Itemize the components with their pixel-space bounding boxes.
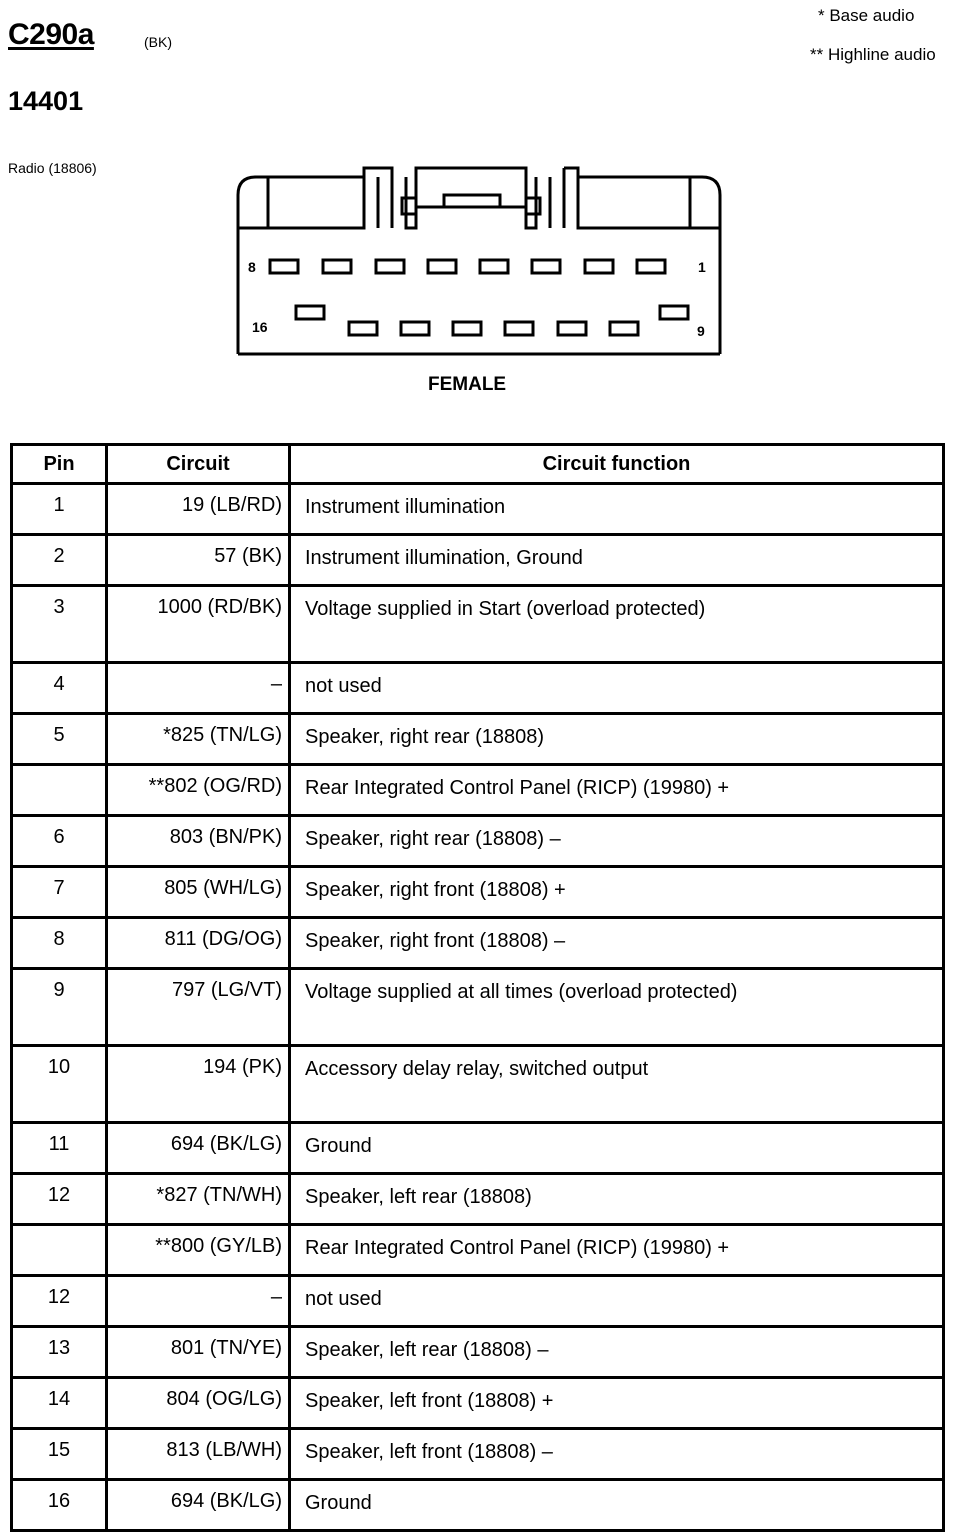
cell-circuit: 801 (TN/YE) xyxy=(107,1327,290,1378)
cell-function: not used xyxy=(290,1276,944,1327)
table-row xyxy=(12,867,944,918)
cell-circuit: 805 (WH/LG) xyxy=(107,867,290,918)
table-row xyxy=(12,714,944,765)
table-row xyxy=(12,969,944,1046)
cell-function: Speaker, left rear (18808) – xyxy=(290,1327,944,1378)
pin-cavity-2 xyxy=(585,260,613,273)
pin-cavity-3 xyxy=(532,260,560,273)
header-circuit: Circuit xyxy=(107,445,290,484)
cell-pin: 6 xyxy=(12,816,107,867)
locking-tab xyxy=(364,168,578,228)
cell-circuit: 803 (BN/PK) xyxy=(107,816,290,867)
cell-pin: 5 xyxy=(12,714,107,765)
table-row xyxy=(12,1429,944,1480)
table-row xyxy=(12,1225,944,1276)
cell-circuit: 57 (BK) xyxy=(107,535,290,586)
pin-cavity-9 xyxy=(660,306,688,319)
cell-circuit: 19 (LB/RD) xyxy=(107,484,290,535)
cell-function: Speaker, left front (18808) – xyxy=(290,1429,944,1480)
pinout-table xyxy=(10,443,945,1532)
cell-circuit: **802 (OG/RD) xyxy=(107,765,290,816)
cell-circuit: *827 (TN/WH) xyxy=(107,1174,290,1225)
cell-function: Speaker, right rear (18808) xyxy=(290,714,944,765)
cell-function: Instrument illumination, Ground xyxy=(290,535,944,586)
pin-cavity-6 xyxy=(376,260,404,273)
table-row xyxy=(12,535,944,586)
cell-pin: 9 xyxy=(12,969,107,1046)
header-function: Circuit function xyxy=(290,445,944,484)
cell-pin: 14 xyxy=(12,1378,107,1429)
table-row xyxy=(12,663,944,714)
connector-face-diagram xyxy=(0,0,973,420)
table-row xyxy=(12,1327,944,1378)
part-number: 14401 xyxy=(8,86,84,116)
pin-label-16: 16 xyxy=(252,319,268,335)
cell-circuit: 804 (OG/LG) xyxy=(107,1378,290,1429)
pin-label-9: 9 xyxy=(697,323,705,339)
table-row xyxy=(12,1276,944,1327)
table-row xyxy=(12,484,944,535)
cell-pin: 15 xyxy=(12,1429,107,1480)
pin-cavity-15 xyxy=(349,322,377,335)
connector-view-label: FEMALE xyxy=(428,374,507,395)
cell-circuit: 1000 (RD/BK) xyxy=(107,586,290,663)
legend-highline-audio: ** Highline audio xyxy=(810,45,936,64)
pin-cavity-10 xyxy=(610,322,638,335)
table-row xyxy=(12,1174,944,1225)
pin-cavity-5 xyxy=(428,260,456,273)
cell-pin: 11 xyxy=(12,1123,107,1174)
table-row xyxy=(12,1046,944,1123)
header-pin: Pin xyxy=(12,445,107,484)
pinout-body xyxy=(12,484,944,1531)
pin-cavity-13 xyxy=(453,322,481,335)
cell-function: Instrument illumination xyxy=(290,484,944,535)
cell-function: Speaker, right front (18808) + xyxy=(290,867,944,918)
cell-pin xyxy=(12,1225,107,1276)
table-row xyxy=(12,586,944,663)
table-row xyxy=(12,816,944,867)
cell-pin: 8 xyxy=(12,918,107,969)
pin-cavity-11 xyxy=(558,322,586,335)
cell-circuit: 813 (LB/WH) xyxy=(107,1429,290,1480)
cell-pin: 3 xyxy=(12,586,107,663)
cell-circuit: – xyxy=(107,1276,290,1327)
cell-pin: 16 xyxy=(12,1480,107,1531)
cell-circuit: – xyxy=(107,663,290,714)
cell-function: Voltage supplied in Start (overload protected) xyxy=(290,586,944,663)
cell-function: Speaker, right front (18808) – xyxy=(290,918,944,969)
cell-function: Speaker, left front (18808) + xyxy=(290,1378,944,1429)
cell-function: Ground xyxy=(290,1480,944,1531)
cell-pin: 10 xyxy=(12,1046,107,1123)
cell-pin: 13 xyxy=(12,1327,107,1378)
cell-function: Speaker, left rear (18808) xyxy=(290,1174,944,1225)
cell-function: Accessory delay relay, switched output xyxy=(290,1046,944,1123)
pin-cavity-12 xyxy=(505,322,533,335)
cell-pin: 7 xyxy=(12,867,107,918)
table-row xyxy=(12,1123,944,1174)
pin-cavity-14 xyxy=(401,322,429,335)
cell-circuit: 811 (DG/OG) xyxy=(107,918,290,969)
legend-base-audio: * Base audio xyxy=(818,6,915,25)
cell-function: Rear Integrated Control Panel (RICP) (19980) + xyxy=(290,1225,944,1276)
cell-function: Ground xyxy=(290,1123,944,1174)
cell-function: Rear Integrated Control Panel (RICP) (19980) + xyxy=(290,765,944,816)
table-row xyxy=(12,1378,944,1429)
pin-cavity-7 xyxy=(323,260,351,273)
cell-circuit: 694 (BK/LG) xyxy=(107,1123,290,1174)
cell-circuit: 797 (LG/VT) xyxy=(107,969,290,1046)
pin-cavity-16 xyxy=(296,306,324,319)
pin-label-1: 1 xyxy=(698,259,706,275)
connector-id: C290a xyxy=(8,18,94,51)
table-row xyxy=(12,1480,944,1531)
cell-function: Voltage supplied at all times (overload protected) xyxy=(290,969,944,1046)
table-row xyxy=(12,918,944,969)
cell-function: Speaker, right rear (18808) – xyxy=(290,816,944,867)
pin-cavity-1 xyxy=(637,260,665,273)
cell-circuit: 194 (PK) xyxy=(107,1046,290,1123)
cell-pin: 12 xyxy=(12,1276,107,1327)
table-row xyxy=(12,765,944,816)
component-label: Radio (18806) xyxy=(8,160,97,176)
cell-function: not used xyxy=(290,663,944,714)
cell-circuit: 694 (BK/LG) xyxy=(107,1480,290,1531)
cell-circuit: **800 (GY/LB) xyxy=(107,1225,290,1276)
cell-pin: 1 xyxy=(12,484,107,535)
pin-cavity-4 xyxy=(480,260,508,273)
cell-circuit: *825 (TN/LG) xyxy=(107,714,290,765)
cell-pin: 4 xyxy=(12,663,107,714)
pin-cavity-8 xyxy=(270,260,298,273)
connector-color: (BK) xyxy=(144,34,172,50)
cell-pin: 2 xyxy=(12,535,107,586)
cell-pin: 12 xyxy=(12,1174,107,1225)
pin-label-8: 8 xyxy=(248,259,256,275)
cell-pin xyxy=(12,765,107,816)
